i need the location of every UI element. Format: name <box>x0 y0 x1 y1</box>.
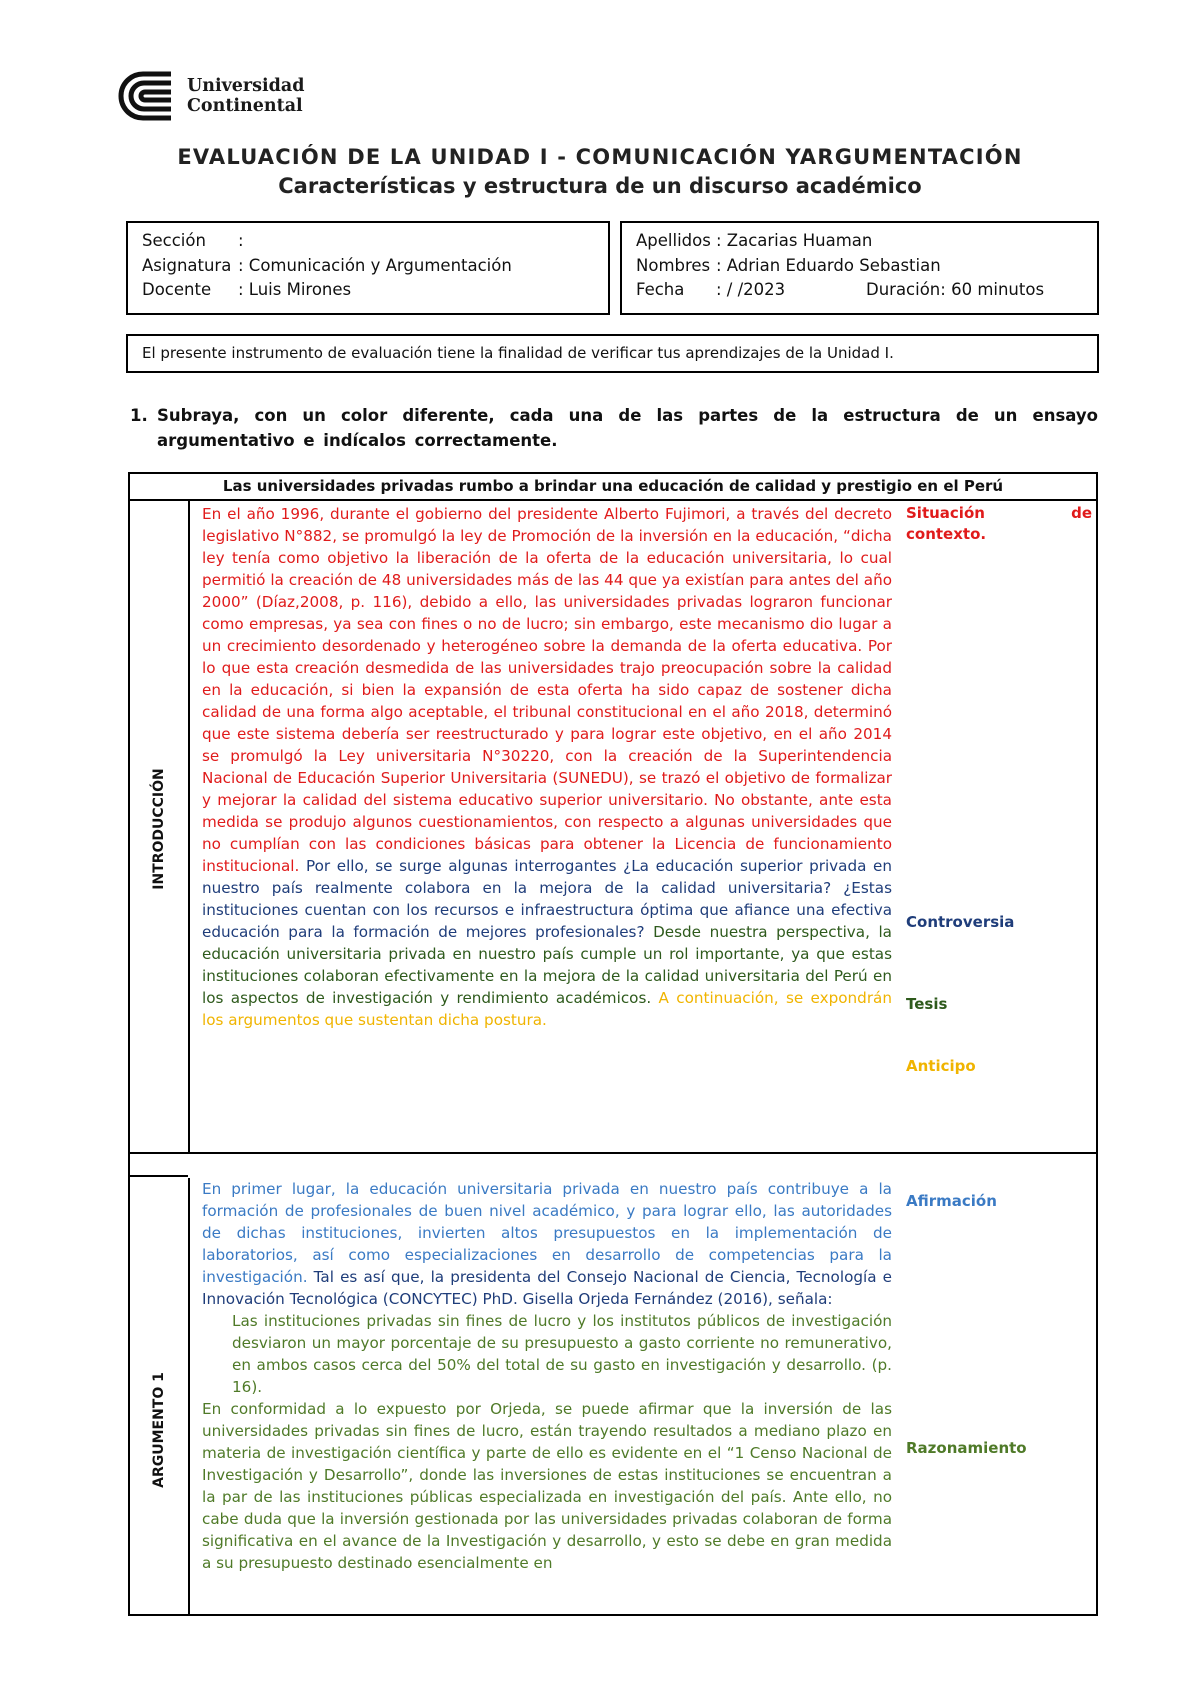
quote-intro-text: Tal es así que, la presidenta del Consejo Nacional de Ciencia, Tecnología e Innovación Tecnológica (CONCYTEC) PhD. Gisella Orjeda Fernández (2016), señala: <box>202 1268 892 1308</box>
thesis-text: Desde nuestra perspectiva, la educación universitaria privada en nuestro país cumple un rol importante, ya que estas instituciones colaboran efectivamente en la mejora de la calidad universitaria del Perú en los aspectos de investigación y rendimiento académicos. <box>202 923 892 1007</box>
question-text: Subraya, con un color diferente, cada una de las partes de la estructura de un ensayo argumentativo e indícalos correctamente. <box>157 406 1098 450</box>
section-row <box>142 229 608 254</box>
controversy-text: Por ello, se surge algunas interrogantes ¿La educación superior privada en nuestro país realmente colabora en la mejora de la calidad universitaria? ¿Estas instituciones cuentan con los recursos e infraestructura óptima que afiance una efectiva educación para la formación de mejores profesionales? <box>202 857 892 941</box>
lastname-label: Apellidos <box>636 231 711 250</box>
date-label: Fecha <box>636 280 685 299</box>
argument-1-section-label: ARGUMENTO 1 <box>151 1372 167 1488</box>
lastname-row <box>636 229 1097 254</box>
name-value: : Adrian Eduardo Sebastian <box>716 255 941 275</box>
label-column-divider <box>188 501 190 1614</box>
argument-1-paragraph <box>202 1178 892 1574</box>
preview-text: A continuación, se expondrán los argumentos que sustentan dicha postura. <box>202 989 892 1029</box>
course-info-box <box>126 221 610 315</box>
subject-label: Asignatura <box>142 255 232 275</box>
label-context-text: Situación de contexto. <box>906 504 1092 543</box>
label-preview: Anticipo <box>906 1057 976 1075</box>
label-thesis: Tesis <box>906 995 948 1013</box>
teacher-row <box>142 278 608 303</box>
essay-title: Las universidades privadas rumbo a brindar una educación de calidad y prestigio en el Perú <box>130 474 1096 501</box>
reasoning-text: En conformidad a lo expuesto por Orjeda, se puede afirmar que la inversión de las universidades privadas sin fines de lucro, están trayendo resultados a mediano plazo en materia de investigación científica y parte de ello es evidente en el “1 Censo Nacional de Investigación y Desarrollo”, donde las inversiones de estas instituciones se encuentran a la par de las instituciones públicas especializada en investigación del país. Ante ello, no cabe duda que la inversión gestionada por las universidades privadas colaboran de forma significativa en el avance de la Investigación y desarrollo, y esto se debe en gran medida a su presupuesto destinado esencialmente en <box>202 1400 892 1572</box>
page-title: EVALUACIÓN DE LA UNIDAD I - COMUNICACIÓN YARGUMENTACIÓN <box>177 145 1023 169</box>
logo-text <box>187 76 304 116</box>
teacher-label: Docente <box>142 280 212 299</box>
subject-row <box>142 254 608 279</box>
question-1 <box>130 403 1098 453</box>
duration-value: 60 minutos <box>951 280 1045 299</box>
label-reasoning: Razonamiento <box>906 1439 1027 1457</box>
purpose-statement: El presente instrumento de evaluación tiene la finalidad de verificar tus aprendizajes de la Unidad I. <box>126 334 1099 373</box>
intro-section-label: INTRODUCCIÓN <box>151 768 167 890</box>
student-info-box <box>620 221 1099 315</box>
claim-text: En primer lugar, la educación universitaria privada en nuestro país contribuye a la formación de profesionales de buen nivel académico, y para lograr ello, las autoridades de dichas instituciones, invierten altos presupuestos en la implementación de laboratorios, así como especializaciones en desarrollo de competencias para la investigación. <box>202 1180 892 1286</box>
logo-line-1: Universidad <box>187 76 305 96</box>
date-value: : / /2023 <box>716 280 786 299</box>
section-value: : <box>238 231 244 250</box>
teacher-value: : Luis Mirones <box>238 280 352 299</box>
date-row <box>636 278 1097 303</box>
continental-logo-icon <box>115 70 177 122</box>
name-label: Nombres <box>636 255 711 275</box>
label-context <box>906 503 1092 545</box>
question-number: 1. <box>130 406 148 425</box>
label-claim: Afirmación <box>906 1192 997 1210</box>
name-row <box>636 254 1097 279</box>
university-logo <box>115 70 304 122</box>
intro-paragraph <box>202 503 892 1031</box>
section-label: Sección <box>142 231 206 250</box>
lastname-value: : Zacarias Huaman <box>716 231 873 250</box>
blank-row <box>188 1154 1096 1178</box>
essay-table <box>128 472 1098 1616</box>
label-controversy: Controversia <box>906 913 1015 931</box>
subject-value: : Comunicación y Argumentación <box>238 255 512 275</box>
logo-line-2: Continental <box>187 96 303 116</box>
page-subtitle: Características y estructura de un discurso académico <box>278 174 922 198</box>
duration-label: Duración: <box>866 280 946 299</box>
quote-block: Las instituciones privadas sin fines de lucro y los institutos públicos de investigación desviaron un mayor porcentaje de su presupuesto a gasto corriente no remunerativo, en ambos casos cerca del 50% del total de su gasto en investigación y desarrollo. (p. 16). <box>232 1312 892 1396</box>
context-text: En el año 1996, durante el gobierno del presidente Alberto Fujimori, a través del decreto legislativo N°882, se promulgó la ley de Promoción de la inversión en la educación, “dicha ley tenía como objetivo la liberación de la oferta de la educación universitaria, lo cual permitió la creación de 48 universidades más de las 44 que ya existían para antes del año 2000” (Díaz,2008, p. 116), debido a ello, las universidades privadas lograron funcionar como empresas, ya sea con fines o no de lucro; sin embargo, este mecanismo dio lugar a un crecimiento desordenado y heterogéneo sobre la demanda de la oferta educativa. Por lo que esta creación desmedida de las universidades trajo preocupación sobre la calidad en la educación, si bien la expansión de esta oferta ha sido capaz de sostener dicha calidad de una forma algo aceptable, el tribunal constitucional en el año 2018, determinó que este sistema debería ser reestructurado y para lograr este objetivo, en el año 2014 se promulgó la Ley universitaria N°30220, con la creación de la Superintendencia Nacional de Educación Superior Universitaria (SUNEDU), se trazó el objetivo de formalizar y mejorar la calidad del sistema educativo superior universitario. No obstante, ante esta medida se produjo algunos cuestionamientos, con respecto a algunas universidades que no cumplían con las condiciones básicas para obtener la Licencia de funcionamiento institucional. <box>202 505 892 875</box>
